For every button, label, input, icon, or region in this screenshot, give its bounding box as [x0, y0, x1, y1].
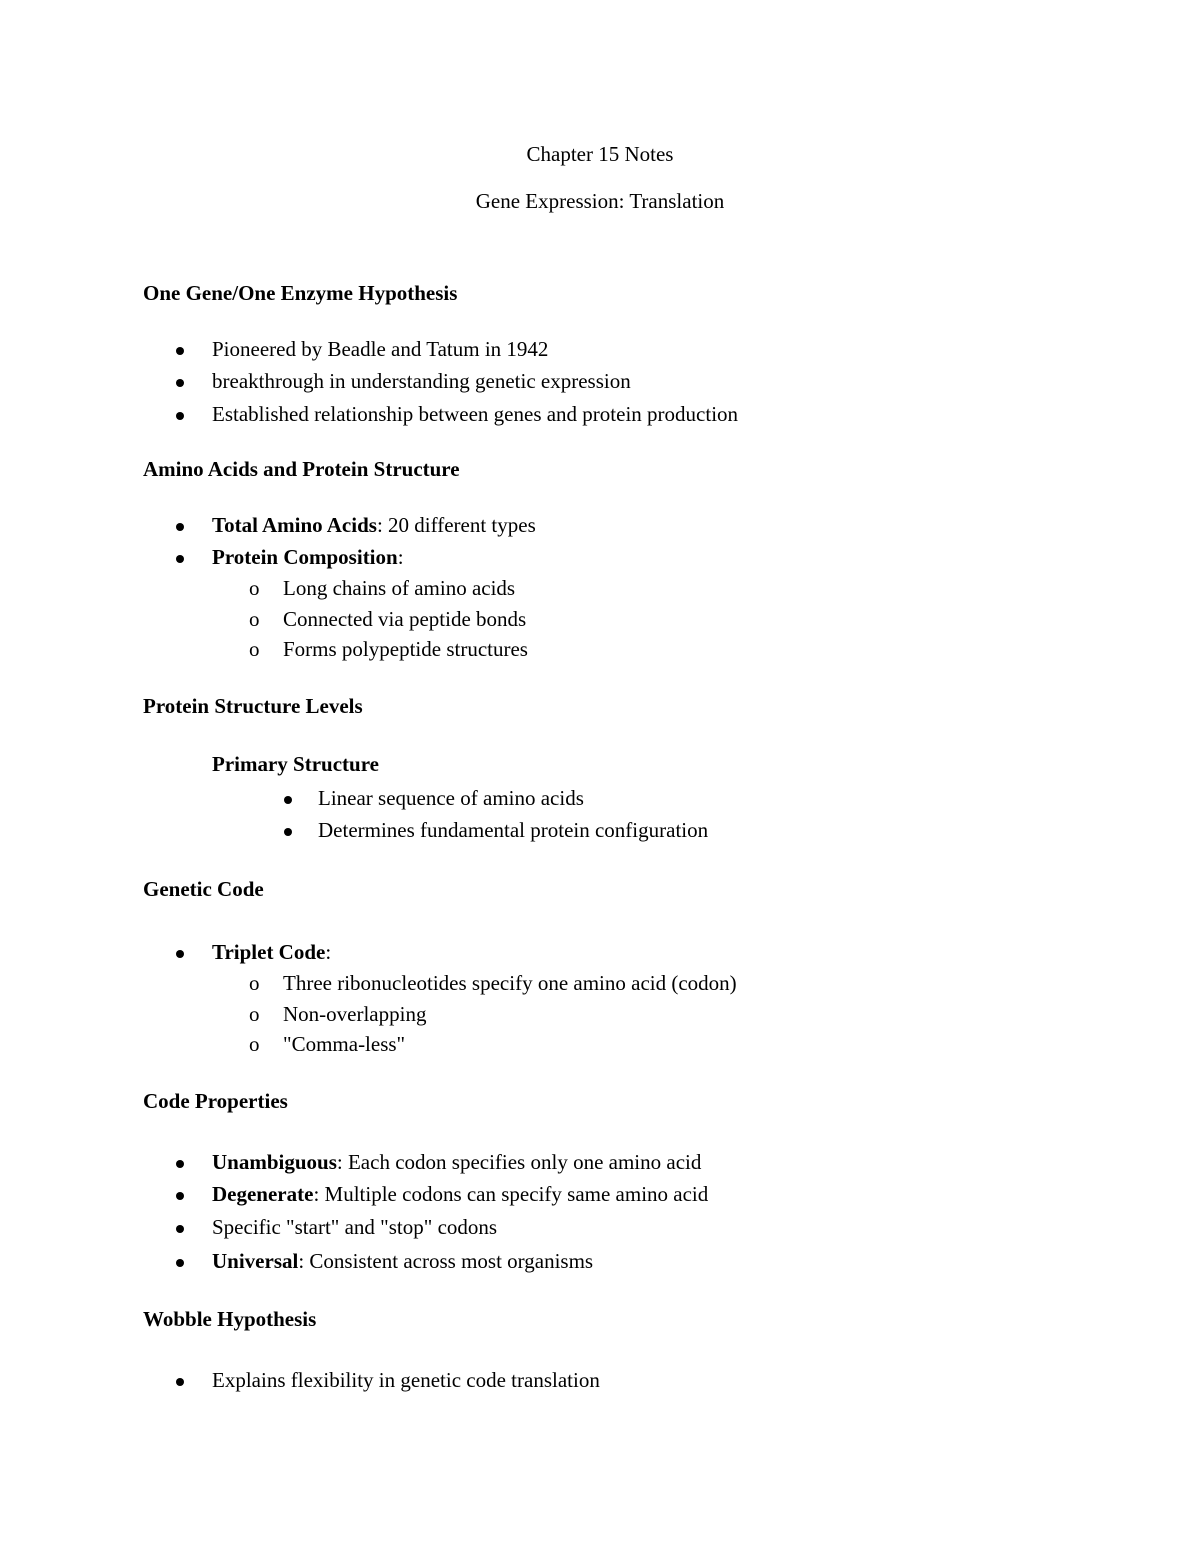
list-item: Established relationship between genes and protein production — [212, 402, 739, 426]
list-item: breakthrough in understanding genetic expression — [212, 369, 631, 393]
list-item — [212, 942, 331, 963]
circle-bullet-icon: o — [249, 637, 260, 661]
item-text: : Each codon specifies only one amino acid — [336, 1150, 702, 1174]
bullet-icon — [284, 828, 292, 836]
bullet-icon — [176, 1160, 184, 1168]
circle-bullet-icon: o — [249, 971, 260, 995]
list-item: Explains flexibility in genetic code translation — [212, 1368, 600, 1392]
item-text: : Consistent across most organisms — [298, 1249, 594, 1273]
list-item: Pioneered by Beadle and Tatum in 1942 — [212, 337, 549, 361]
circle-bullet-icon: o — [249, 1002, 260, 1026]
list-item — [212, 1152, 701, 1173]
item-label: Universal — [212, 1249, 299, 1273]
list-item — [212, 1251, 593, 1272]
bullet-icon — [176, 1225, 184, 1233]
list-item — [212, 515, 536, 536]
sub-list-item: "Comma-less" — [283, 1032, 406, 1056]
circle-bullet-icon: o — [249, 1032, 260, 1056]
circle-bullet-icon: o — [249, 576, 260, 600]
list-item: Specific "start" and "stop" codons — [212, 1215, 498, 1239]
section-heading-protein-structure: Protein Structure Levels — [143, 694, 363, 718]
bullet-icon — [176, 347, 184, 355]
circle-bullet-icon: o — [249, 607, 260, 631]
item-text: : 20 different types — [376, 513, 536, 537]
bullet-icon — [176, 523, 184, 531]
list-item — [212, 1184, 708, 1205]
section-heading-wobble: Wobble Hypothesis — [143, 1307, 317, 1331]
sub-list-item: Long chains of amino acids — [283, 576, 516, 600]
section-heading-genetic-code: Genetic Code — [143, 877, 264, 901]
sub-list-item: Forms polypeptide structures — [283, 637, 528, 661]
sub-list-item: Connected via peptide bonds — [283, 607, 527, 631]
item-label: Triplet Code — [212, 940, 326, 964]
section-heading-code-properties: Code Properties — [143, 1089, 288, 1113]
item-label: Total Amino Acids — [212, 513, 377, 537]
section-heading-amino-acids: Amino Acids and Protein Structure — [143, 457, 460, 481]
bullet-icon — [176, 412, 184, 420]
bullet-icon — [176, 379, 184, 387]
item-label: Unambiguous — [212, 1150, 337, 1174]
list-item: Determines fundamental protein configuration — [318, 818, 709, 842]
bullet-icon — [176, 950, 184, 958]
section-heading-one-gene: One Gene/One Enzyme Hypothesis — [143, 281, 458, 305]
item-text: : — [397, 545, 404, 569]
bullet-icon — [176, 1259, 184, 1267]
sub-list-item: Non-overlapping — [283, 1002, 427, 1026]
subsection-heading-primary: Primary Structure — [212, 752, 379, 776]
bullet-icon — [176, 1378, 184, 1386]
bullet-icon — [284, 796, 292, 804]
list-item: Linear sequence of amino acids — [318, 786, 584, 810]
sub-list-item: Three ribonucleotides specify one amino acid (codon) — [283, 971, 737, 995]
bullet-icon — [176, 1192, 184, 1200]
item-label: Protein Composition — [212, 545, 398, 569]
item-label: Degenerate — [212, 1182, 314, 1206]
list-item — [212, 547, 404, 568]
page-title: Chapter 15 Notes — [526, 142, 674, 166]
item-text: : Multiple codons can specify same amino acid — [313, 1182, 709, 1206]
item-text: : — [325, 940, 332, 964]
page-subtitle: Gene Expression: Translation — [475, 189, 725, 213]
bullet-icon — [176, 555, 184, 563]
